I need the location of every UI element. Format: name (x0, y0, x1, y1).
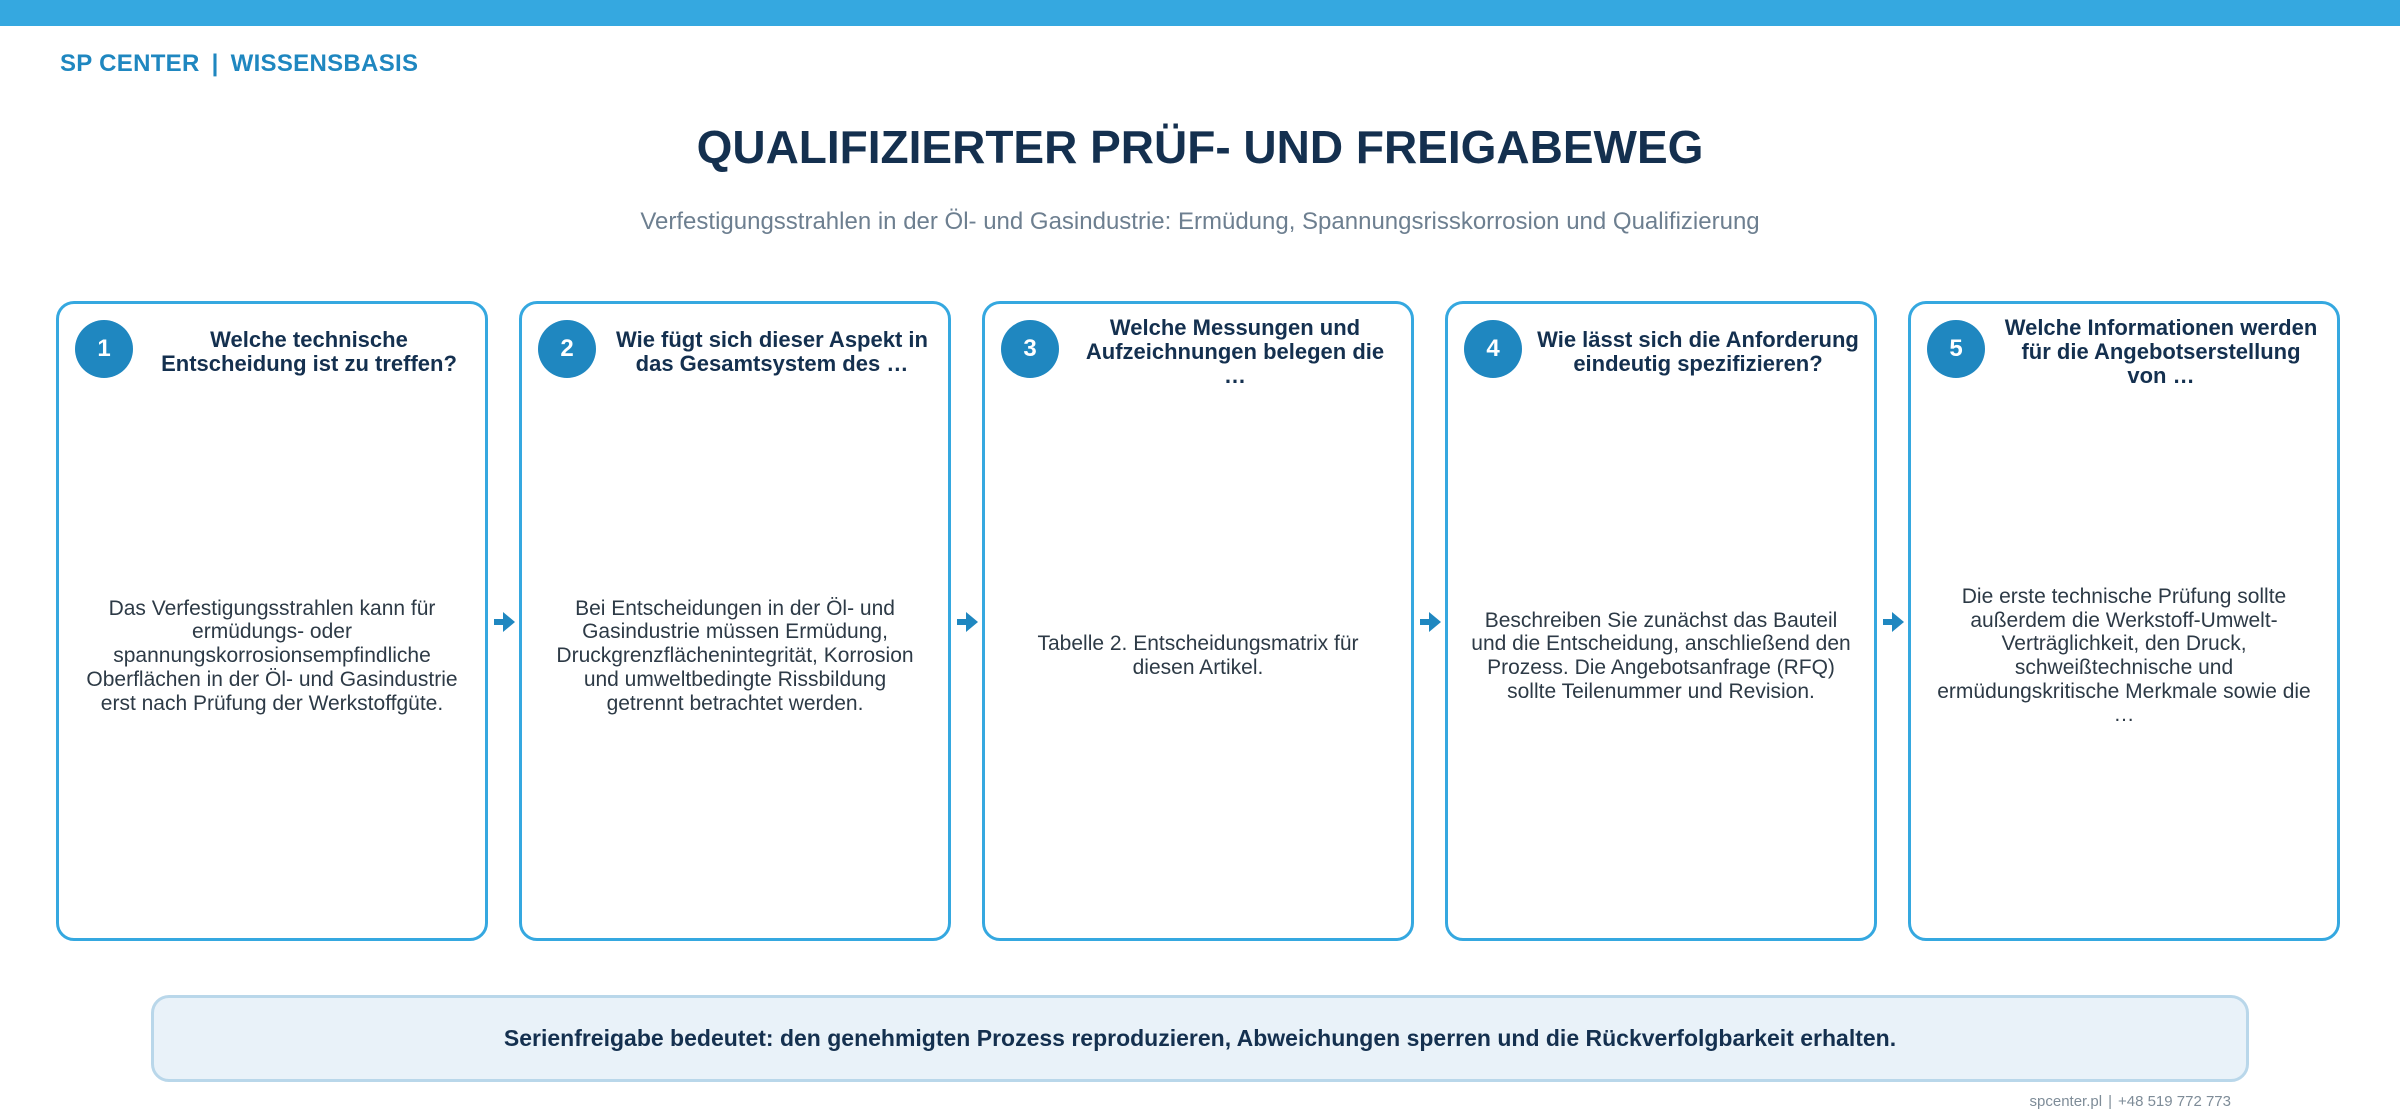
step-question: Welche technische Entscheidung ist zu treffen? (161, 326, 457, 376)
arrow-right-icon (494, 610, 516, 634)
step-body: Beschreiben Sie zunächst das Bauteil und die Entscheidung, anschließend den Prozess. Die Angebotsanfrage (RFQ) sollte Teilenummer und Revision. (1471, 608, 1851, 703)
step-question: Welche Messungen und Aufzeichnungen belegen die … (1085, 314, 1385, 389)
step-number-badge: 3 (1001, 320, 1059, 378)
step-question: Wie lässt sich die Anforderung eindeutig spezifizieren? (1537, 326, 1859, 376)
step-card-5 (1908, 301, 2340, 941)
footer-phone: +48 519 772 773 (2117, 1093, 2231, 1110)
step-question: Wie fügt sich dieser Aspekt in das Gesamtsystem des … (616, 326, 928, 376)
arrow-right-icon (957, 610, 979, 634)
section-name: WISSENSBASIS (230, 50, 419, 77)
footer-contact (2030, 1093, 2231, 1110)
page-title: QUALIFIZIERTER PRÜF- UND FREIGABEWEG (696, 121, 1704, 173)
step-number-badge: 2 (538, 320, 596, 378)
brand-header (60, 50, 418, 78)
step-number-badge: 1 (75, 320, 133, 378)
step-body: Tabelle 2. Entscheidungsmatrix für diesen Artikel. (1037, 632, 1359, 679)
step-card-3 (982, 301, 1414, 941)
brand-separator: | (211, 50, 219, 77)
footer-separator: | (2108, 1093, 2112, 1110)
step-card-1 (56, 301, 488, 941)
step-number-badge: 4 (1464, 320, 1522, 378)
step-number-badge: 5 (1927, 320, 1985, 378)
step-body: Das Verfestigungsstrahlen kann für ermüdungs- oder spannungskorrosionsempfindliche Oberflächen in der Öl- und Gasindustrie erst nach Prüfung der Werkstoffgüte. (86, 596, 458, 715)
footer-website: spcenter.pl (2029, 1093, 2103, 1110)
top-accent-bar (0, 0, 2400, 26)
step-body: Bei Entscheidungen in der Öl- und Gasindustrie müssen Ermüdung, Druckgrenzflächenintegrität, Korrosion und umweltbedingte Rissbildung getrennt betrachtet werden. (556, 596, 914, 715)
arrow-right-icon (1883, 610, 1905, 634)
step-body: Die erste technische Prüfung sollte außerdem die Werkstoff-Umwelt-Verträglichkeit, den Druck, schweißtechnische und ermüdungskritische Merkmale sowie die … (1937, 584, 2311, 727)
brand-name: SP CENTER (60, 50, 200, 77)
release-callout: Serienfreigabe bedeutet: den genehmigten Prozess reproduzieren, Abweichungen sperren und die Rückverfolgbarkeit erhalten. (151, 995, 2249, 1082)
step-question: Welche Informationen werden für die Angebotserstellung von … (2004, 314, 2318, 389)
step-card-4 (1445, 301, 1877, 941)
page-subtitle: Verfestigungsstrahlen in der Öl- und Gasindustrie: Ermüdung, Spannungsrisskorrosion und Qualifizierung (640, 208, 1760, 235)
step-card-2 (519, 301, 951, 941)
arrow-right-icon (1420, 610, 1442, 634)
